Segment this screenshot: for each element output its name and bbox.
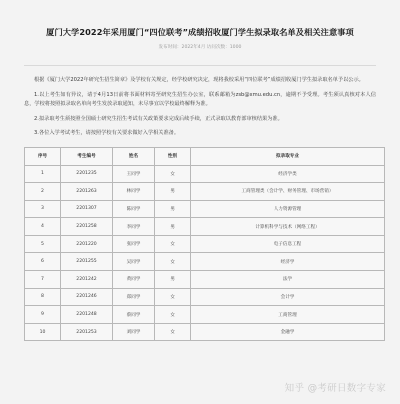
row-exam-number: 2201255 (61, 253, 113, 271)
row-exam-number: 2201258 (61, 218, 113, 236)
row-name: 张同学 (113, 235, 155, 253)
row-gender: 男 (155, 271, 191, 289)
table-row (25, 165, 385, 183)
row-name: 王同学 (113, 165, 155, 183)
admission-table-wrapper (24, 147, 376, 342)
intro-paragraph: 根据《厦门大学2022年研究生招生简章》及学校有关规定，经学校研究决定，现将我校采用“四位联考”成绩招收厦门学生拟录取名单予以公示。 (34, 77, 364, 83)
watermark-text: 知乎 @考研日数字专家 (284, 383, 386, 394)
row-exam-number: 2201235 (61, 165, 113, 183)
table-row (25, 288, 385, 306)
header-name: 姓名 (113, 147, 155, 165)
row-exam-number: 2201220 (61, 235, 113, 253)
table-row (25, 306, 385, 324)
row-name: 刘同学 (113, 323, 155, 341)
row-index: 4 (25, 218, 61, 236)
row-name: 吴同学 (113, 253, 155, 271)
row-name: 郑同学 (113, 288, 155, 306)
table-row (25, 271, 385, 289)
row-gender: 女 (155, 323, 191, 341)
row-index: 9 (25, 306, 61, 324)
header-gender: 性别 (155, 147, 191, 165)
row-name: 李同学 (113, 218, 155, 236)
row-gender: 男 (155, 200, 191, 218)
row-index: 10 (25, 323, 61, 341)
table-row (25, 323, 385, 341)
row-major: 电子信息工程 (191, 235, 385, 253)
row-index: 2 (25, 183, 61, 201)
row-index: 8 (25, 288, 61, 306)
article-title: 厦门大学2022年采用厦门“四位联考”成绩招收厦门学生拟录取名单及相关注意事项 (46, 27, 354, 37)
row-exam-number: 2201307 (61, 200, 113, 218)
row-gender: 女 (155, 288, 191, 306)
header-major: 拟录取专业 (191, 147, 385, 165)
row-major: 会计学 (191, 288, 385, 306)
row-gender: 女 (155, 165, 191, 183)
row-exam-number: 2201242 (61, 271, 113, 289)
row-index: 1 (25, 165, 61, 183)
row-major: 经济学类 (191, 165, 385, 183)
row-major: 工商管理 (191, 306, 385, 324)
table-row (25, 218, 385, 236)
row-name: 陈同学 (113, 200, 155, 218)
notice-paragraph-3: 3.各位入学考试考生，请按照学校有关要求做好入学相关准备。 (34, 130, 180, 136)
row-major: 工商管理类（会计学、财务管理、市场营销） (191, 183, 385, 201)
row-gender: 女 (155, 253, 191, 271)
header-index: 序号 (25, 147, 61, 165)
row-gender: 男 (155, 218, 191, 236)
row-index: 5 (25, 235, 61, 253)
row-major: 计算机科学与技术（网络工程） (191, 218, 385, 236)
row-index: 7 (25, 271, 61, 289)
header-exam-number: 考生编号 (61, 147, 113, 165)
admission-table (24, 147, 385, 342)
row-exam-number: 2201248 (61, 306, 113, 324)
row-gender: 女 (155, 306, 191, 324)
row-name: 黄同学 (113, 271, 155, 289)
row-major: 金融学 (191, 323, 385, 341)
table-row (25, 183, 385, 201)
table-row (25, 235, 385, 253)
table-header-row (25, 147, 385, 165)
row-gender: 女 (155, 235, 191, 253)
row-exam-number: 2201263 (61, 183, 113, 201)
row-index: 6 (25, 253, 61, 271)
row-major: 经济学 (191, 253, 385, 271)
row-major: 人力资源管理 (191, 200, 385, 218)
row-index: 3 (25, 200, 61, 218)
row-major: 法学 (191, 271, 385, 289)
article-meta: 发布时间：2022年4月 访问次数：1000 (158, 45, 242, 50)
title-divider (24, 65, 376, 66)
row-gender: 男 (155, 183, 191, 201)
row-exam-number: 2201253 (61, 323, 113, 341)
notice-paragraph-1: 1.以上考生如有异议，请于4月13日前将书面材料寄至研究生招生办公室，联系邮箱为zsb@xmu.edu.cn，逾期不予受理。考生须认真核对本人信息，学校将按照拟录取名单向考生发放录取通知，未尽事宜以学校最终解释为准。 (24, 91, 376, 107)
table-row (25, 253, 385, 271)
notice-paragraph-2: 2.拟录取考生须按照全国硕士研究生招生考试有关政策要求完成后续手续，正式录取以教育部审核结果为准。 (34, 115, 283, 122)
row-exam-number: 2201246 (61, 288, 113, 306)
table-row (25, 200, 385, 218)
row-name: 蔡同学 (113, 306, 155, 324)
row-name: 林同学 (113, 183, 155, 201)
